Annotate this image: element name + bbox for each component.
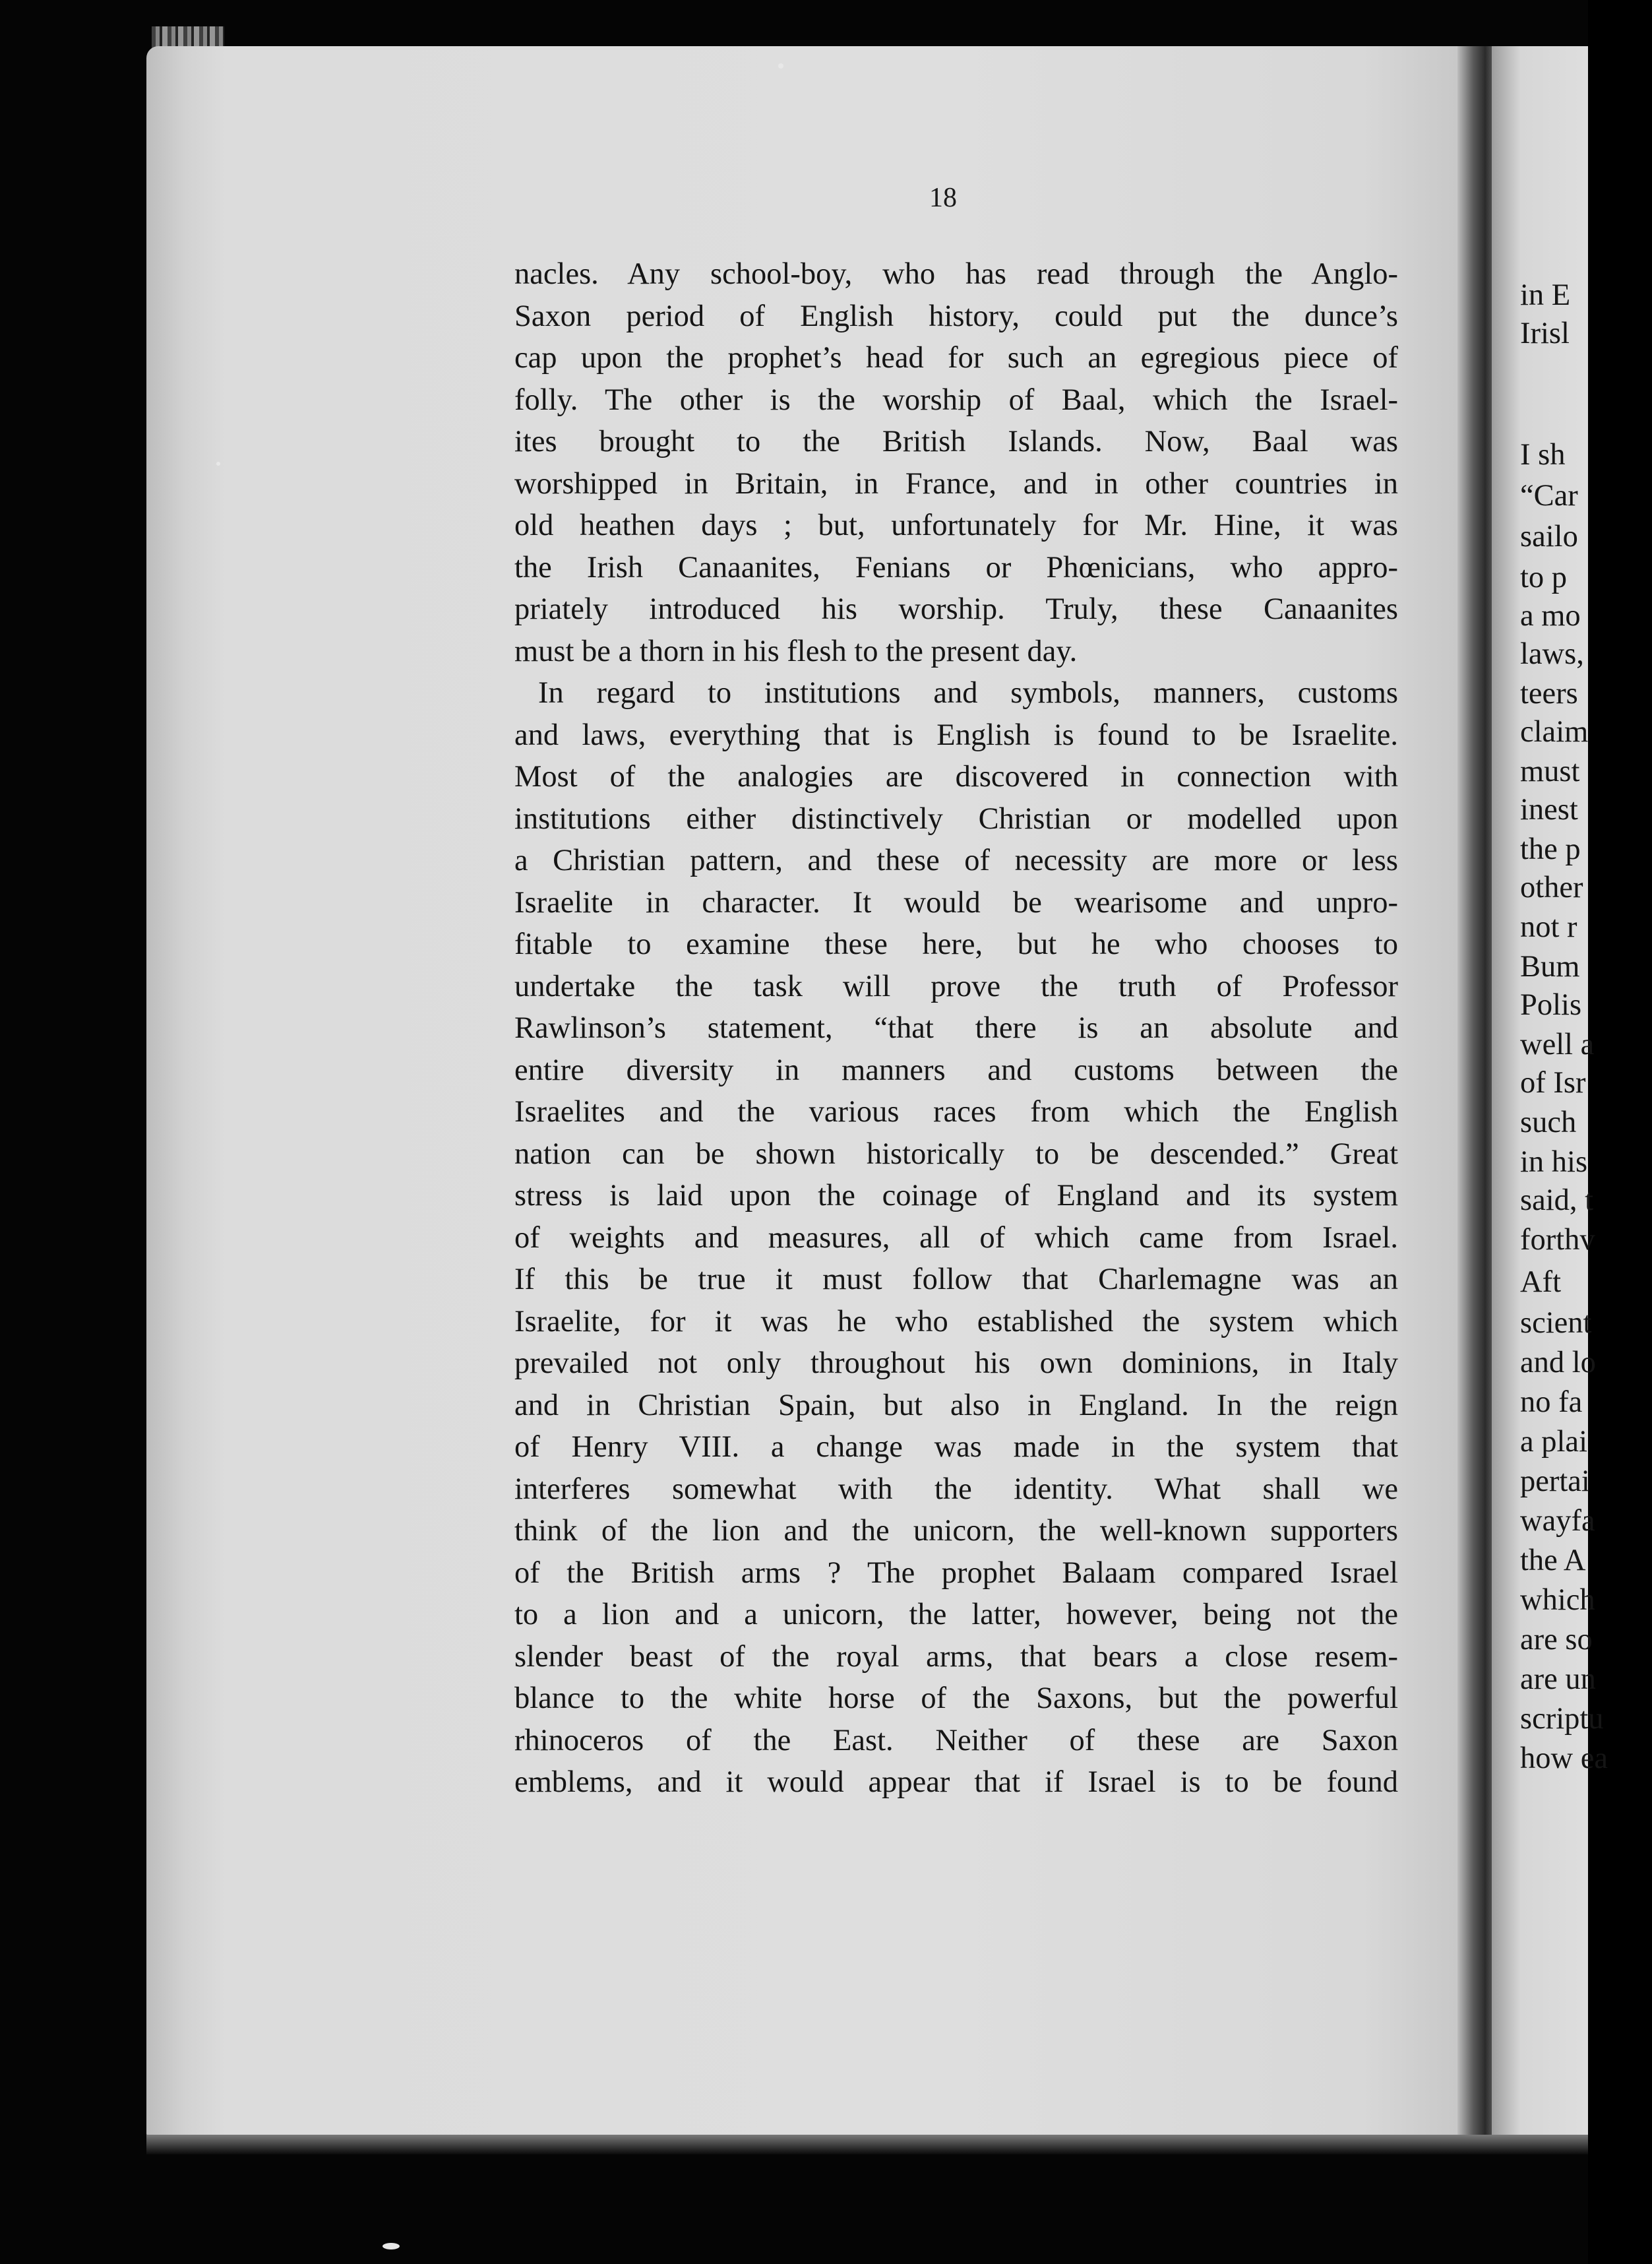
right-page-fragment: I sh (1520, 438, 1566, 472)
right-page-fragment: how ea (1520, 1742, 1608, 1775)
right-page-fragment: scient (1520, 1306, 1592, 1340)
dust-speck (216, 462, 220, 466)
right-page-fragment: Aft (1520, 1265, 1561, 1299)
text-line: blance to the white horse of the Saxons, but the powerful (514, 1682, 1398, 1715)
right-page-fragment: other (1520, 871, 1583, 904)
text-line: slender beast of the royal arms, that bears a close resem- (514, 1639, 1398, 1674)
right-page-fragment: inest (1520, 793, 1578, 827)
bottom-shadow (146, 2135, 1588, 2154)
right-page-fragment: must (1520, 755, 1580, 788)
text-line: must be a thorn in his flesh to the present day. (514, 634, 1078, 668)
right-page-fragment: laws, (1520, 637, 1584, 671)
right-page-fragment: sailo (1520, 520, 1578, 553)
right-page-fragment: said, t (1520, 1183, 1594, 1217)
text-line: think of the lion and the unicorn, the well-known supporters (514, 1514, 1398, 1548)
book-gutter (1457, 46, 1497, 2137)
body-text (514, 253, 1398, 1804)
right-page-fragment: a mo (1520, 599, 1581, 633)
text-line: entire diversity in manners and customs between the (514, 1053, 1398, 1087)
text-line: fitable to examine these here, but he who chooses to (514, 928, 1398, 961)
right-page-fragment: to p (1520, 561, 1568, 594)
text-line: prevailed not only throughout his own dominions, in Italy (514, 1346, 1398, 1380)
right-page-fragment: Bum (1520, 950, 1580, 984)
right-page-fragment: no fa (1520, 1385, 1583, 1419)
right-page-fragment: Polis (1520, 988, 1582, 1022)
right-page-fragment: and lo (1520, 1346, 1596, 1379)
text-line: and laws, everything that is English is found to be Israelite. (514, 718, 1398, 752)
text-line: institutions either distinctively Christian or modelled upon (514, 802, 1398, 836)
right-page-fragment: are un (1520, 1662, 1596, 1696)
text-line: Saxon period of English history, could put the dunce’s (514, 299, 1398, 333)
text-line: undertake the task will prove the truth of Professor (514, 969, 1398, 1003)
text-line: stress is laid upon the coinage of England and its system (514, 1179, 1398, 1212)
text-line: interferes somewhat with the identity. What shall we (514, 1472, 1398, 1506)
text-line: nacles. Any school-boy, who has read through the Anglo- (514, 257, 1398, 291)
page-number: 18 (929, 183, 957, 213)
right-page-fragment: of Isr (1520, 1066, 1586, 1100)
text-line: of weights and measures, all of which came from Israel. (514, 1220, 1398, 1255)
text-line: ites brought to the British Islands. Now, Baal was (514, 425, 1398, 458)
right-page-fragment: which (1520, 1583, 1595, 1617)
right-page-fragment: teers (1520, 677, 1578, 710)
right-page-fragment: not r (1520, 910, 1577, 944)
text-line: emblems, and it would appear that if Israel is to be found (514, 1765, 1398, 1799)
text-line: In regard to institutions and symbols, manners, customs (538, 676, 1398, 710)
text-line: worshipped in Britain, in France, and in other countries in (514, 466, 1398, 501)
text-line: Israelite, for it was he who established the system which (514, 1304, 1398, 1338)
text-line: Rawlinson’s statement, “that there is an absolute and (514, 1011, 1398, 1045)
right-page-fragment: in his (1520, 1145, 1588, 1179)
right-page-fragment: Irisl (1520, 317, 1570, 350)
right-page-fragment: scriptu (1520, 1702, 1604, 1736)
right-page-fragment: in E (1520, 278, 1571, 312)
text-line: nation can be shown historically to be descended.” Great (514, 1137, 1398, 1171)
right-page-fragment: forthv (1520, 1223, 1595, 1257)
text-line: Most of the analogies are discovered in connection with (514, 760, 1398, 794)
right-page-fragment: wayfa (1520, 1504, 1595, 1538)
text-line: If this be true it must follow that Charlemagne was an (514, 1263, 1398, 1296)
text-line: folly. The other is the worship of Baal, which the Israel- (514, 383, 1398, 417)
text-line: and in Christian Spain, but also in England. In the reign (514, 1388, 1398, 1422)
text-line: to a lion and a unicorn, the latter, however, being not the (514, 1598, 1398, 1631)
right-page-fragment: pertai (1520, 1464, 1590, 1498)
right-page-fragment: the A (1520, 1544, 1586, 1577)
right-page-fragment: are so (1520, 1623, 1593, 1656)
right-page-fragment: the p (1520, 833, 1581, 866)
text-line: cap upon the prophet’s head for such an egregious piece of (514, 341, 1398, 375)
right-page-fragment: well a (1520, 1028, 1595, 1061)
text-line: priately introduced his worship. Truly, these Canaanites (514, 592, 1398, 626)
dust-speck (382, 2243, 400, 2249)
text-line: Israelite in character. It would be wearisome and unpro- (514, 885, 1398, 920)
text-line: of Henry VIII. a change was made in the system that (514, 1430, 1398, 1464)
right-page-fragment: such (1520, 1106, 1577, 1139)
text-line: a Christian pattern, and these of necessity are more or less (514, 844, 1398, 877)
text-line: Israelites and the various races from which the English (514, 1095, 1398, 1129)
right-page-fragment: claim (1520, 715, 1589, 749)
text-line: old heathen days ; but, unfortunately for Mr. Hine, it was (514, 509, 1398, 542)
right-page-fragment: a plai (1520, 1425, 1587, 1459)
text-line: the Irish Canaanites, Fenians or Phœnicians, who appro- (514, 550, 1398, 584)
text-line: of the British arms ? The prophet Balaam compared Israel (514, 1556, 1398, 1590)
right-page-fragment: “Car (1520, 479, 1578, 513)
dust-speck (778, 63, 783, 69)
text-line: rhinoceros of the East. Neither of these are Saxon (514, 1723, 1398, 1757)
